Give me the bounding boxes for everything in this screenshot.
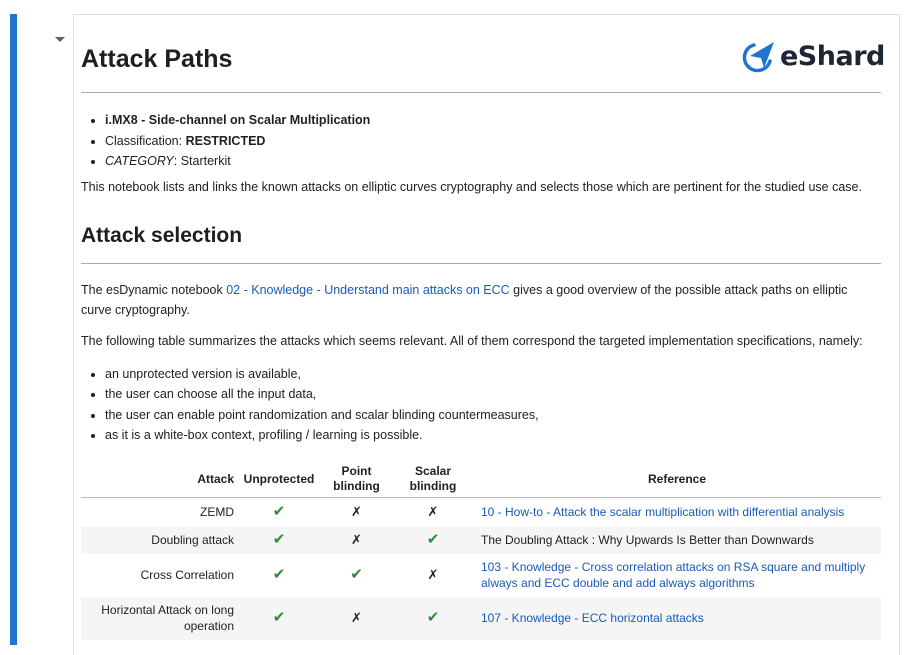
table-header-row bbox=[81, 461, 881, 498]
notebook-text-after: gives a good overview of the possible attack paths on elliptic curve cryptography. bbox=[81, 283, 848, 317]
spec-list bbox=[81, 364, 539, 445]
header-point-blinding bbox=[320, 461, 393, 498]
collapse-caret-icon[interactable] bbox=[55, 37, 65, 42]
category-value: : Starterkit bbox=[173, 154, 231, 168]
metadata-item bbox=[105, 131, 905, 152]
header-scalar-blinding bbox=[393, 461, 473, 498]
cross-icon: ✗ bbox=[427, 567, 439, 582]
cross-icon: ✗ bbox=[351, 610, 362, 625]
table-row bbox=[81, 527, 881, 554]
title-divider bbox=[81, 92, 881, 93]
summary-paragraph: The following table summarizes the attacks which seems relevant. All of them correspond the targeted implementation specifications, namely: bbox=[81, 334, 863, 348]
header-point-blinding-line2: blinding bbox=[333, 479, 380, 493]
attack-name: ZEMD bbox=[81, 498, 238, 527]
metadata-item bbox=[105, 151, 905, 172]
notebook-link[interactable]: 02 - Knowledge - Understand main attacks on ECC bbox=[226, 283, 510, 297]
attack-name: Doubling attack bbox=[81, 527, 238, 554]
spec-item: • the user can enable point randomization and scalar blinding countermeasures, bbox=[105, 405, 539, 425]
check-icon: ✔ bbox=[272, 566, 286, 583]
check-icon: ✔ bbox=[350, 566, 363, 583]
reference-link[interactable]: 10 - How-to - Attack the scalar multiplication with differential analysis bbox=[481, 505, 845, 520]
attack-name: Cross Correlation bbox=[81, 554, 238, 597]
classification-value: RESTRICTED bbox=[185, 133, 266, 148]
spec-item: • an unprotected version is available, bbox=[105, 364, 539, 384]
cell-selection-bar bbox=[10, 14, 17, 645]
cross-icon: ✗ bbox=[351, 532, 362, 547]
metadata-list bbox=[81, 110, 905, 168]
attack-name: Horizontal Attack on long operation bbox=[81, 597, 238, 640]
reference-link[interactable]: 107 - Knowledge - ECC horizontal attacks bbox=[481, 611, 704, 625]
notebook-text-before: The esDynamic notebook bbox=[81, 283, 227, 297]
cross-icon: ✗ bbox=[351, 504, 362, 520]
header-attack: Attack bbox=[81, 461, 238, 498]
check-icon: ✔ bbox=[426, 609, 440, 626]
header-scalar-blinding-line2: blinding bbox=[409, 479, 457, 493]
eshard-logo-icon bbox=[743, 39, 777, 73]
category-label: CATEGORY bbox=[105, 154, 174, 168]
intro-paragraph: This notebook lists and links the known attacks on elliptic curves cryptography and selects those which are pertinent for the studied use case. bbox=[81, 180, 862, 194]
header-point-blinding-line1: Point bbox=[341, 464, 372, 478]
eshard-logo-text: eShard bbox=[780, 40, 885, 72]
cross-icon: ✗ bbox=[427, 504, 439, 520]
classification-label: Classification: bbox=[105, 133, 186, 148]
page-title: Attack Paths bbox=[81, 45, 233, 73]
check-icon: ✔ bbox=[272, 609, 286, 626]
check-icon: ✔ bbox=[272, 531, 286, 548]
header-scalar-blinding-line1: Scalar bbox=[414, 464, 452, 478]
header-unprotected: Unprotected bbox=[238, 461, 320, 498]
eshard-logo bbox=[743, 36, 883, 76]
section-divider bbox=[81, 263, 881, 264]
notebook-paragraph bbox=[81, 280, 881, 320]
check-icon: ✔ bbox=[272, 503, 286, 521]
project-name: i.MX8 - Side-channel on Scalar Multiplication bbox=[105, 113, 371, 127]
markdown-cell[interactable] bbox=[73, 14, 900, 655]
metadata-item bbox=[105, 110, 905, 131]
reference-text: The Doubling Attack : Why Upwards Is Better than Downwards bbox=[473, 527, 881, 554]
table-row bbox=[81, 554, 881, 597]
reference-link[interactable]: 103 - Knowledge - Cross correlation attacks on RSA square and multiply always and ECC double and add always algorithms bbox=[481, 560, 866, 590]
check-icon: ✔ bbox=[426, 531, 440, 548]
header-reference: Reference bbox=[473, 461, 881, 498]
spec-item: • the user can choose all the input data, bbox=[105, 384, 539, 404]
spec-item: • as it is a white-box context, profiling / learning is possible. bbox=[105, 425, 539, 445]
attacks-table bbox=[81, 461, 881, 640]
table-row bbox=[81, 498, 881, 527]
table-row bbox=[81, 597, 881, 640]
section-title: Attack selection bbox=[81, 224, 243, 247]
